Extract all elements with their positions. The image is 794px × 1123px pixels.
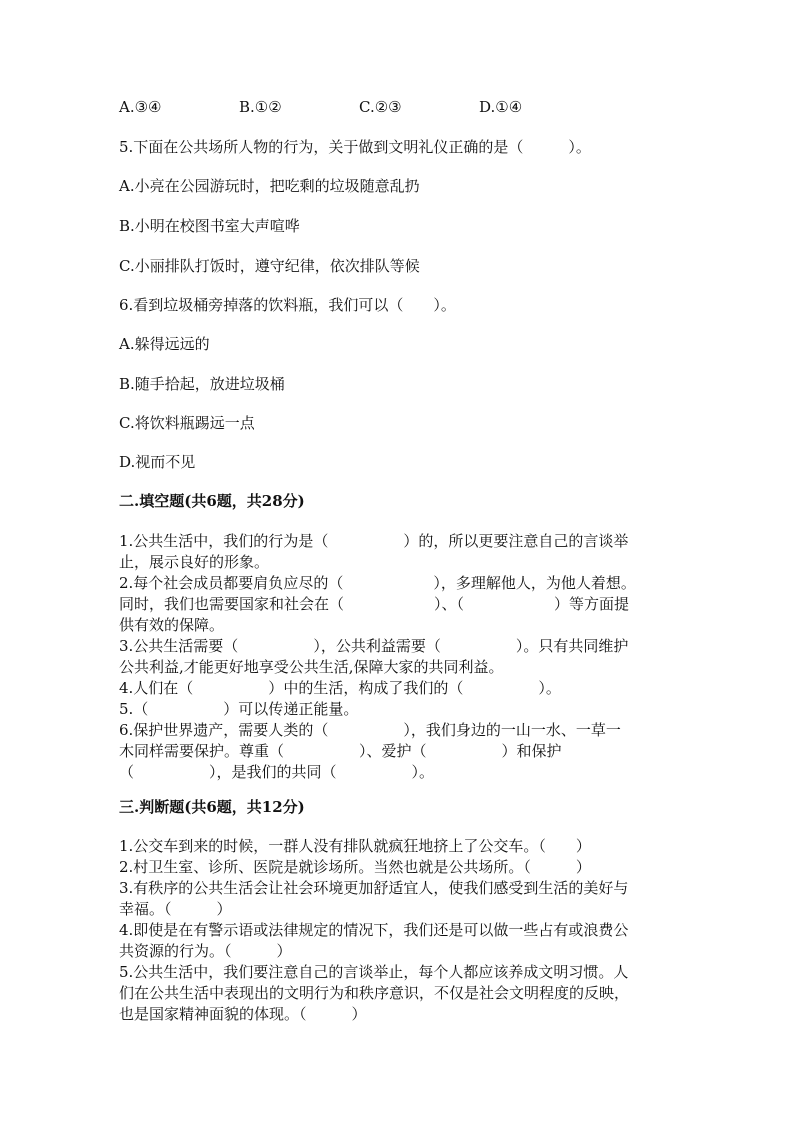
section3-line: 4.即使是在有警示语或法律规定的情况下，我们还是可以做一些占有或浪费公 (119, 921, 629, 939)
q5-stem: 5.下面在公共场所人物的行为，关于做到文明礼仪正确的是（ ）。 (119, 138, 591, 156)
section2-line: 1.公共生活中，我们的行为是（ ）的，所以更要注意自己的言谈举 (119, 532, 629, 550)
section2-line: 公共利益,才能更好地享受公共生活,保障大家的共同利益。 (119, 658, 504, 676)
q5-option-b: B.小明在校图书室大声喧哗 (119, 217, 300, 235)
q5-option-c: C.小丽排队打饭时，遵守纪律，依次排队等候 (119, 257, 420, 275)
option-b: B.①② (239, 98, 282, 116)
section2-line: 2.每个社会成员都要肩负应尽的（ ），多理解他人，为他人着想。 (119, 574, 636, 592)
section3-line: 2.村卫生室、诊所、医院是就诊场所。当然也就是公共场所。（ ） (119, 858, 591, 876)
q6-option-b: B.随手拾起，放进垃圾桶 (119, 375, 285, 393)
q6-option-d: D.视而不见 (119, 453, 196, 471)
section2-line: 木同样需要保护。尊重（ ）、爱护（ ）和保护 (119, 742, 562, 760)
section2-line: 5.（ ）可以传递正能量。 (119, 700, 359, 718)
section2-heading: 二.填空题(共6题，共28分) (119, 492, 305, 510)
options-row (119, 98, 679, 118)
section3-heading: 三.判断题(共6题，共12分) (119, 798, 305, 816)
option-d: D.①④ (479, 98, 523, 116)
section3-line: 幸福。（ ） (119, 900, 232, 918)
q6-stem: 6.看到垃圾桶旁掉落的饮料瓶，我们可以（ ）。 (119, 296, 456, 314)
section2-line: 供有效的保障。 (119, 616, 225, 634)
section3-line: 们在公共生活中表现出的文明行为和秩序意识，不仅是社会文明程度的反映， (119, 984, 630, 1002)
section2-body (119, 531, 667, 783)
section2-line: 同时，我们也需要国家和社会在（ ）、（ ）等方面提 (119, 595, 630, 613)
q5-option-a: A.小亮在公园游玩时，把吃剩的垃圾随意乱扔 (119, 177, 420, 195)
q6-option-a: A.躲得远远的 (119, 335, 210, 353)
section3-line: 1.公交车到来的时候，一群人没有排队就疯狂地挤上了公交车。（ ） (119, 837, 591, 855)
option-c: C.②③ (359, 98, 402, 116)
section2-line: （ ），是我们的共同（ ）。 (119, 763, 435, 781)
section3-body (119, 836, 667, 1025)
section3-line: 也是国家精神面貌的体现。（ ） (119, 1005, 367, 1023)
q6-option-c: C.将饮料瓶踢远一点 (119, 414, 255, 432)
section2-line: 3.公共生活需要（ ），公共利益需要（ ）。只有共同维护 (119, 637, 629, 655)
section3-line: 共资源的行为。（ ） (119, 942, 292, 960)
section3-line: 5.公共生活中，我们要注意自己的言谈举止，每个人都应该养成文明习惯。人 (119, 963, 629, 981)
section2-line: 6.保护世界遗产，需要人类的（ ），我们身边的一山一水、一草一 (119, 721, 621, 739)
option-a: A.③④ (119, 98, 162, 116)
section2-line: 4.人们在（ ）中的生活，构成了我们的（ ）。 (119, 679, 561, 697)
section3-line: 3.有秩序的公共生活会让社会环境更加舒适宜人，使我们感受到生活的美好与 (119, 879, 629, 897)
section2-line: 止，展示良好的形象。 (119, 553, 270, 571)
